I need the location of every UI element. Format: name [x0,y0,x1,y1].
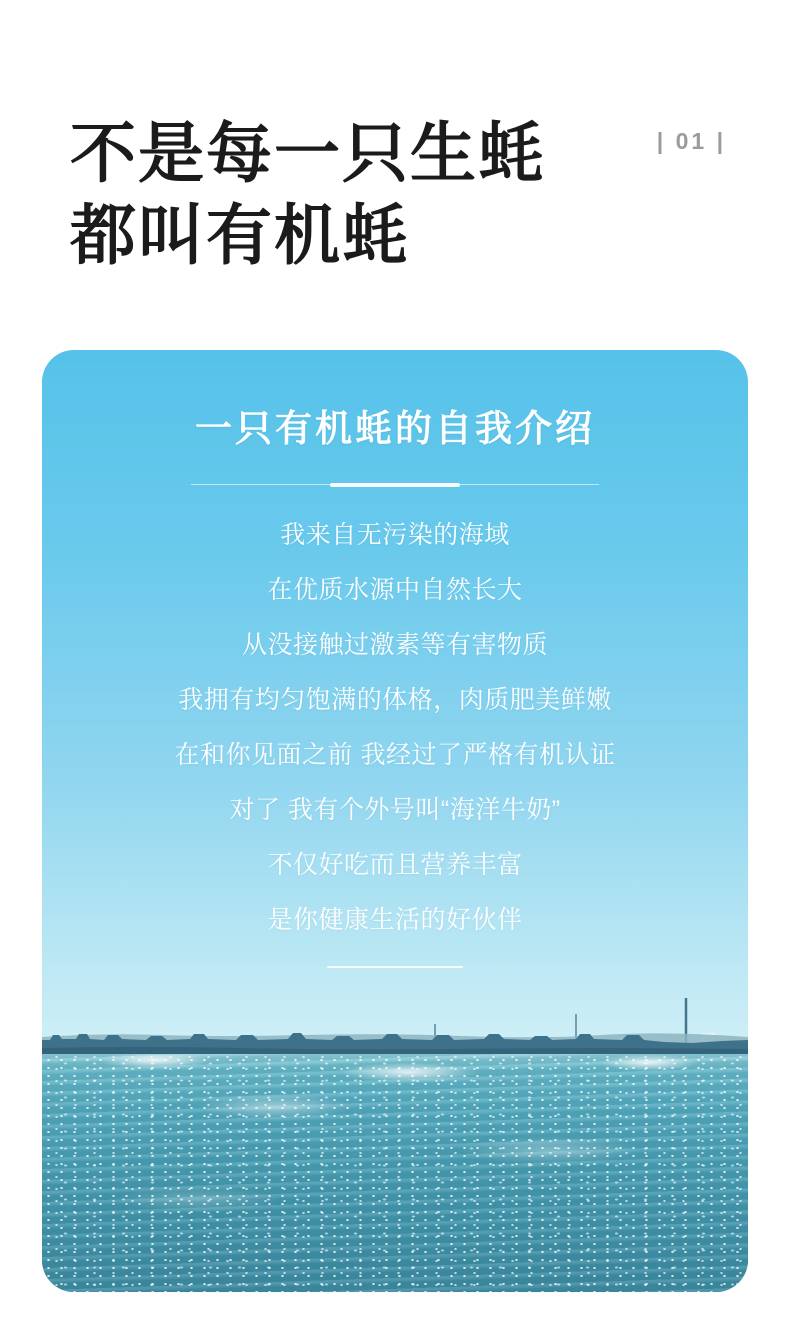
sea-photo [42,1042,748,1292]
intro-line: 我拥有均匀饱满的体格，肉质肥美鲜嫩 [178,686,612,714]
coastline-silhouette [42,996,748,1070]
headline-line-1: 不是每一只生蚝 [70,116,546,190]
card-title: 一只有机蚝的自我介绍 [195,408,595,449]
intro-card-content [42,350,748,968]
section-headline [70,112,546,276]
intro-line: 不仅好吃而且营养丰富 [267,851,523,879]
intro-text-block [42,508,748,948]
bottom-divider [327,966,463,968]
headline-line-2: 都叫有机蚝 [70,198,410,272]
oyster-intro-card [42,350,748,1292]
title-divider [191,483,599,487]
intro-line: 在和你见面之前 我经过了严格有机认证 [174,741,616,769]
section-number-badge: | 01 | [656,128,726,154]
intro-line: 我来自无污染的海域 [280,521,510,549]
divider-center-bar [330,483,460,487]
intro-line: 是你健康生活的好伙伴 [267,906,523,934]
ocean-water-texture [42,1048,748,1292]
intro-line: 在优质水源中自然长大 [267,576,523,604]
intro-line: 从没接触过激素等有害物质 [241,631,548,659]
intro-line: 对了 我有个外号叫“海洋牛奶” [229,796,561,824]
